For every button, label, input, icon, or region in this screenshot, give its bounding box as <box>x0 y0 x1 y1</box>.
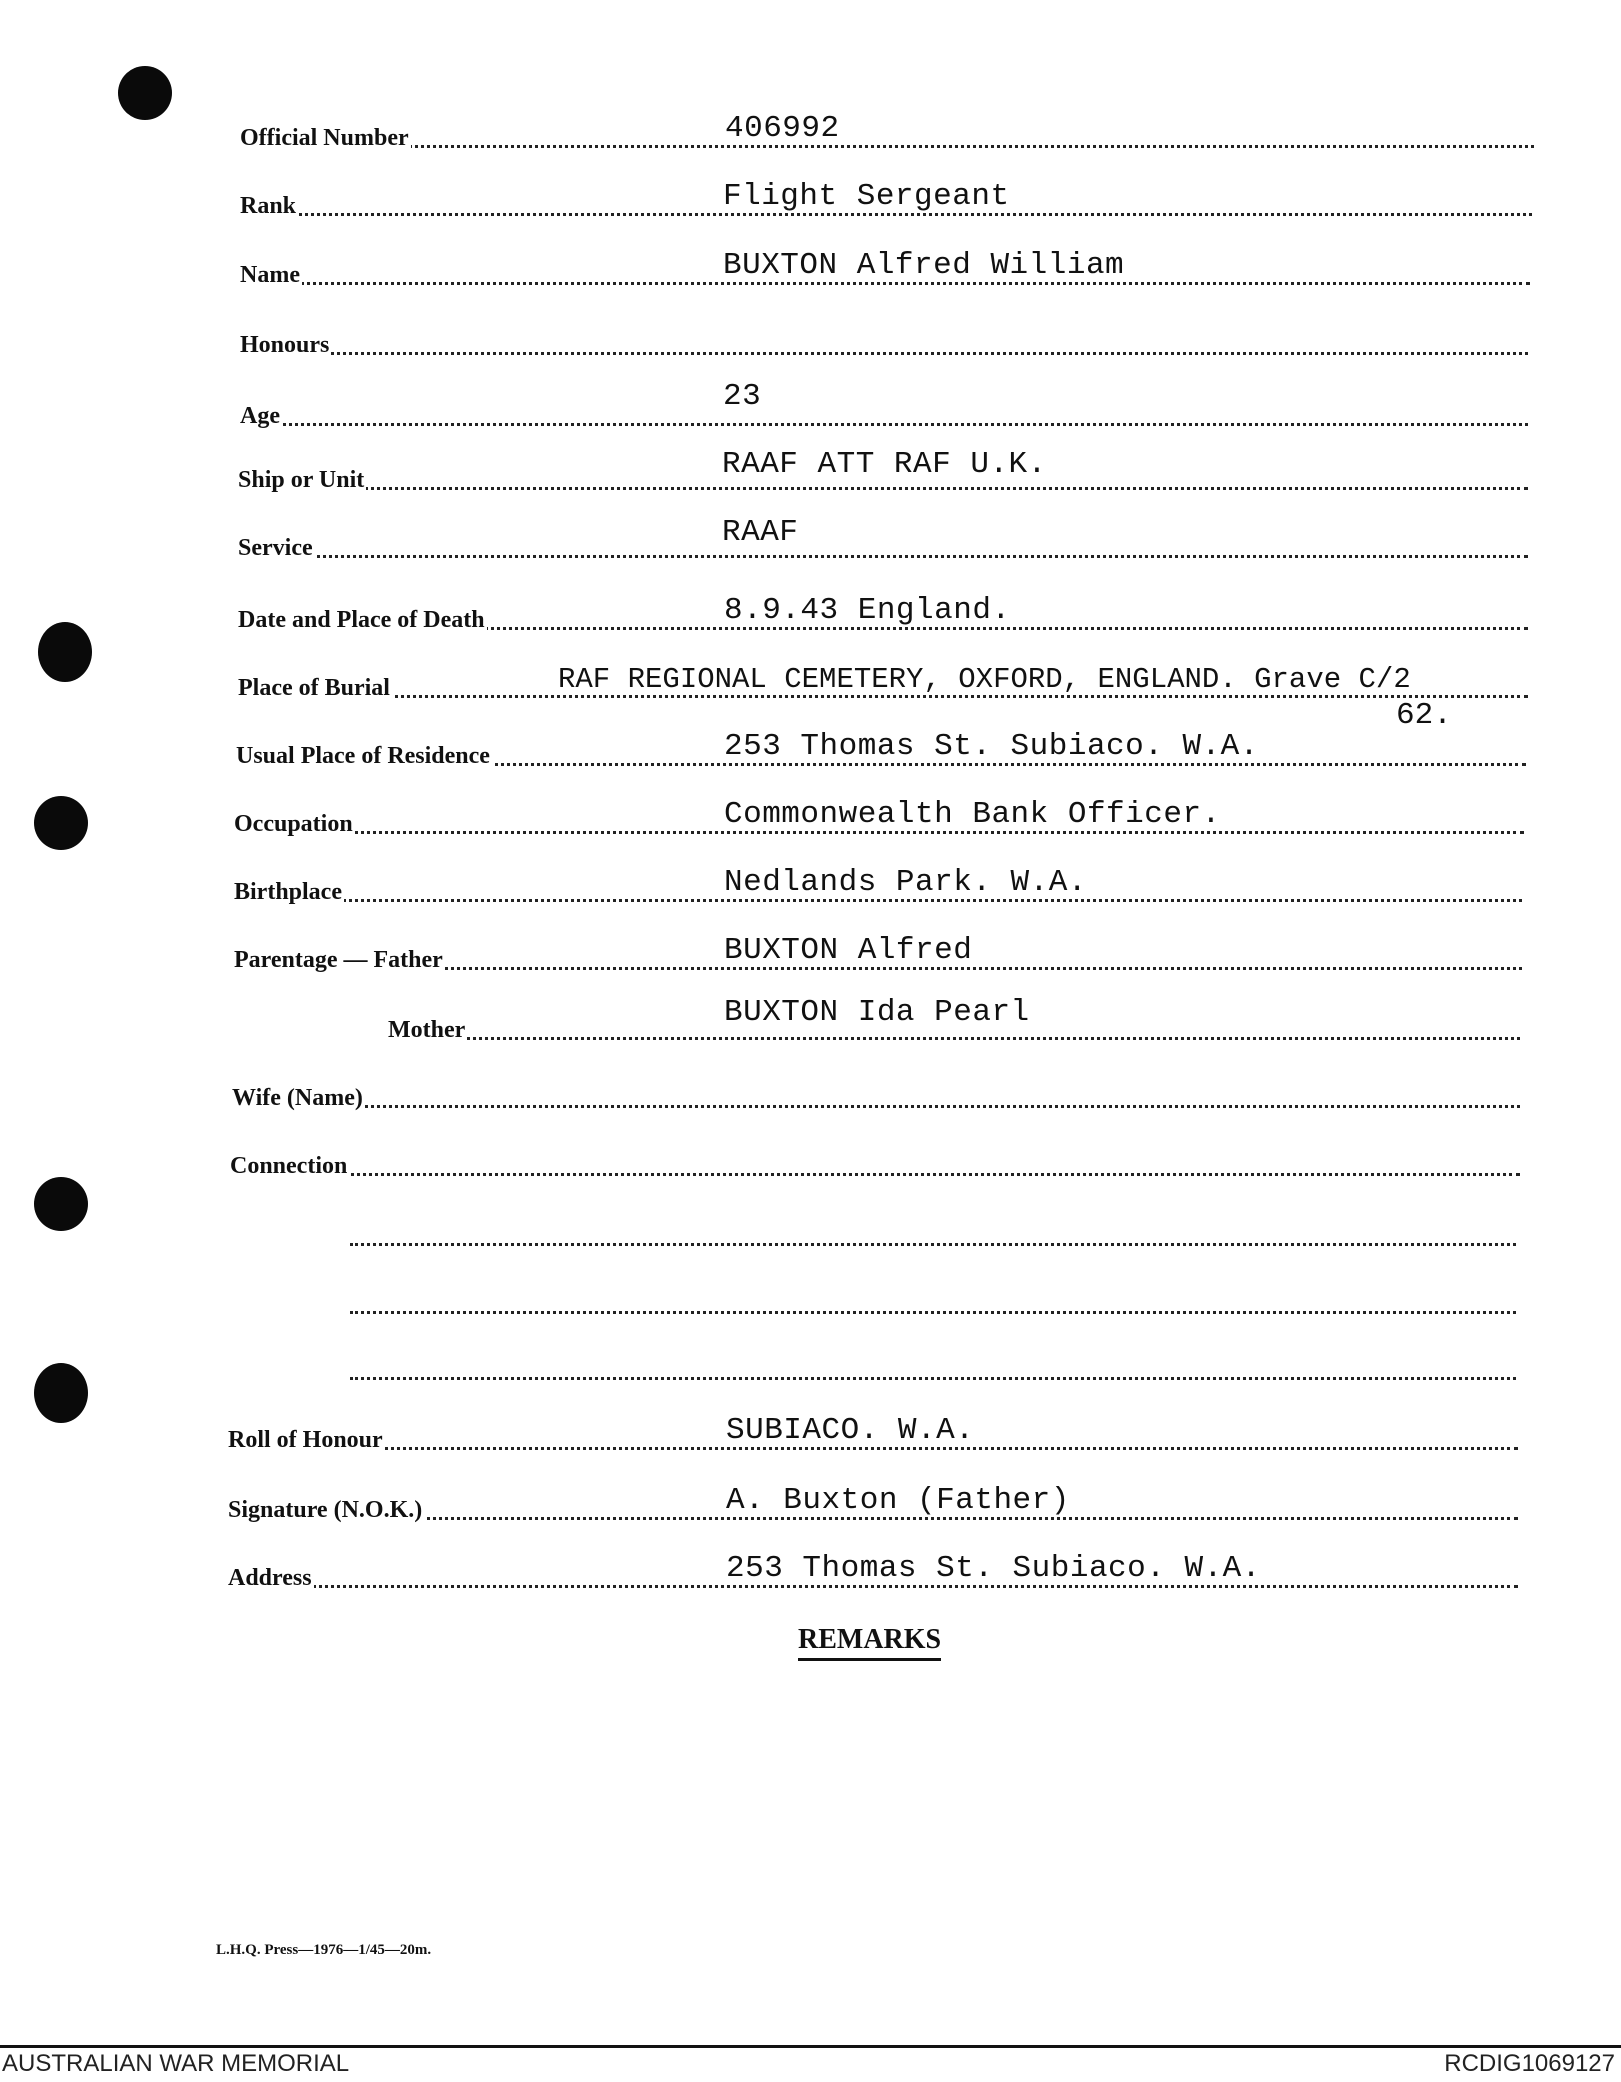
dotted-line <box>238 555 1528 558</box>
remarks-heading: REMARKS <box>798 1624 941 1661</box>
father-value: BUXTON Alfred <box>724 933 973 968</box>
honours-label: Honours <box>240 332 330 358</box>
connection-extra-line <box>350 1216 1516 1256</box>
name-value: BUXTON Alfred William <box>723 248 1125 283</box>
address-row <box>228 1551 1518 1598</box>
name-label: Name <box>240 262 300 288</box>
age-row <box>240 379 1528 436</box>
rank-row <box>240 179 1532 226</box>
punch-hole <box>34 1363 88 1423</box>
mother-row <box>388 995 1520 1050</box>
punch-hole <box>118 66 172 120</box>
dotted-line <box>232 1105 1520 1108</box>
rank-value: Flight Sergeant <box>723 179 1010 214</box>
connection-row <box>230 1146 1520 1186</box>
residence-row <box>236 729 1526 776</box>
dotted-line <box>240 423 1528 426</box>
ship-or-unit-label: Ship or Unit <box>238 467 365 493</box>
occupation-label: Occupation <box>234 811 353 837</box>
death-label: Date and Place of Death <box>238 607 485 633</box>
punch-hole <box>38 622 92 682</box>
mother-value: BUXTON Ida Pearl <box>724 995 1030 1030</box>
father-row <box>234 933 1522 980</box>
burial-label: Place of Burial <box>238 675 390 701</box>
residence-label: Usual Place of Residence <box>236 743 490 769</box>
wife-label: Wife (Name) <box>232 1085 363 1111</box>
connection-extra-line <box>350 1284 1516 1324</box>
father-label: Parentage — Father <box>234 947 443 973</box>
service-row <box>238 515 1528 568</box>
dotted-line <box>230 1173 1520 1176</box>
burial-row <box>238 663 1528 708</box>
age-label: Age <box>240 403 280 429</box>
death-value: 8.9.43 England. <box>724 593 1011 628</box>
dotted-line <box>238 487 1528 490</box>
service-value: RAAF <box>722 515 799 550</box>
official-number-row <box>240 111 1534 158</box>
punch-hole <box>34 1177 88 1231</box>
footer-divider <box>0 2045 1621 2048</box>
official-number-label: Official Number <box>240 125 409 151</box>
roll-of-honour-value: SUBIACO. W.A. <box>726 1413 975 1448</box>
dotted-line <box>388 1037 1520 1040</box>
mother-label: Mother <box>388 1017 466 1043</box>
connection-extra-line <box>350 1350 1516 1390</box>
death-row <box>238 593 1528 640</box>
dotted-line <box>240 352 1528 355</box>
occupation-row <box>234 797 1524 844</box>
dotted-line <box>240 145 1534 148</box>
ship-or-unit-value: RAAF ATT RAF U.K. <box>722 447 1047 482</box>
official-number-value: 406992 <box>725 111 840 146</box>
roll-of-honour-row <box>228 1413 1518 1460</box>
footer-reference: RCDIG1069127 <box>1444 2050 1615 2077</box>
burial-value: RAF REGIONAL CEMETERY, OXFORD, ENGLAND. Grave C/2 <box>558 663 1411 696</box>
honours-row <box>240 325 1528 365</box>
punch-hole <box>34 796 88 850</box>
address-label: Address <box>228 1565 312 1591</box>
footer-institution: AUSTRALIAN WAR MEMORIAL <box>2 2050 350 2077</box>
birthplace-value: Nedlands Park. W.A. <box>724 865 1087 900</box>
residence-value: 253 Thomas St. Subiaco. W.A. <box>724 729 1259 764</box>
print-code: L.H.Q. Press—1976—1/45—20m. <box>216 1942 432 1958</box>
rank-label: Rank <box>240 193 297 219</box>
roll-of-honour-label: Roll of Honour <box>228 1427 383 1453</box>
age-value: 23 <box>723 379 762 414</box>
birthplace-label: Birthplace <box>234 879 342 905</box>
connection-label: Connection <box>230 1153 348 1179</box>
signature-label: Signature (N.O.K.) <box>228 1497 423 1523</box>
service-label: Service <box>238 535 313 561</box>
wife-row <box>232 1078 1520 1118</box>
signature-value: A. Buxton (Father) <box>726 1483 1070 1518</box>
name-row <box>240 248 1530 295</box>
signature-row <box>228 1483 1518 1530</box>
occupation-value: Commonwealth Bank Officer. <box>724 797 1221 832</box>
burial-value-line2: 62. <box>1396 698 1452 733</box>
address-value: 253 Thomas St. Subiaco. W.A. <box>726 1551 1261 1586</box>
ship-or-unit-row <box>238 447 1528 500</box>
birthplace-row <box>234 865 1522 912</box>
